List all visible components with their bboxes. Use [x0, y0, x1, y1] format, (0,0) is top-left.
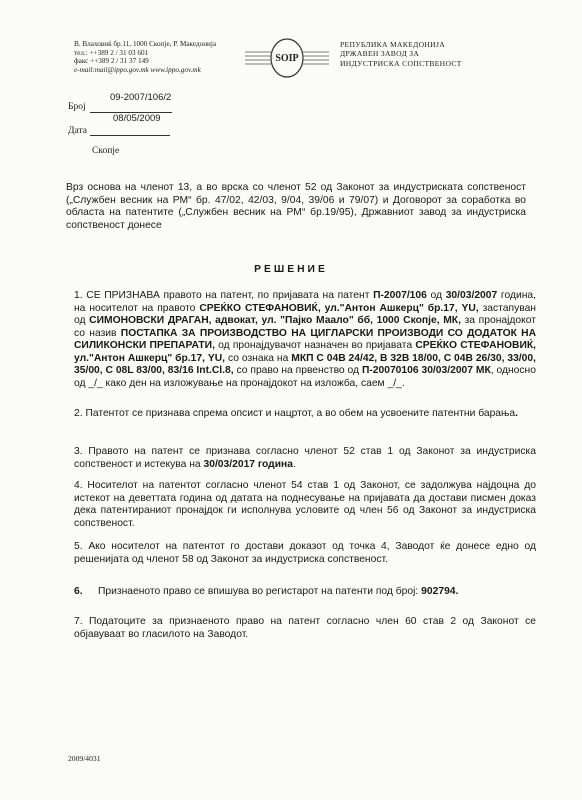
invention-title: ПОСТАПКА ЗА ПРОИЗВОДСТВО НА ЦИГЛАРСКИ ПРОИЗВОДИ СО ДОДАТОК НА СИЛИКОНСКИ ПРЕПАРАТИ, — [74, 327, 537, 351]
representative: СИМОНОВСКИ ДРАГАН, адвокат, ул. "Пајко Маало" бб, 1000 Скопје, МК, — [89, 315, 461, 326]
inventor: СРЕЌКО СТЕФАНОВИЌ, ул."Антон Ашкерц" бр.17, YU, — [74, 340, 536, 364]
decision-item-3 — [74, 446, 536, 471]
filing-date: 30/03/2007 — [445, 290, 498, 301]
item-text: застапуван од — [74, 302, 536, 326]
reference-date-label: Дата — [68, 126, 87, 136]
item-text: , односно од _/_ како ден на изложување на пронајдокот на изложба, саем _/_. — [74, 365, 536, 389]
phone-line: тел.: ++389 2 / 31 03 601 — [74, 48, 149, 57]
item-text: 1. СЕ ПРИЗНАВА правото на патент, по пријавата на патент — [74, 290, 374, 301]
city: Скопје — [92, 146, 120, 156]
item-number: 6. — [74, 586, 83, 597]
agency-line: ДРЖАВЕН ЗАВОД ЗА — [340, 49, 420, 59]
expiry-date: 30/03/2017 година — [203, 458, 293, 470]
item-text: 2. Патентот се признава спрема опсист и нацртот, а во обем на усвоените патентни барања — [74, 408, 516, 419]
decision-item-4: 4. Носителот на патентот согласно членот 54 став 1 од Законот, се задолжува најдоцна до истекот на деветтата година од датата на поднесување на пријавата да достави писмен доказ дека патентираниот пронајдок ги исполнува условите од член 56 од Законот за индустриска сопственост. — [74, 480, 536, 529]
item-text: со право на првенство од — [233, 365, 362, 376]
sender-address — [74, 40, 216, 74]
decision-item-6 — [74, 586, 536, 599]
item-text: со ознака на — [225, 352, 292, 364]
item-text: од — [426, 290, 446, 301]
reference-date-line — [90, 135, 170, 136]
address-line: В. Влаховиќ бр.11, 1000 Скопје, Р. Македонија — [74, 40, 217, 48]
item-text: 3. Правото на патент се признава согласно членот 52 став 1 од Законот за индустриска сопственост и истекува на — [74, 446, 536, 470]
item-text: за пронајдокот со назив — [74, 315, 536, 339]
decision-item-7: 7. Податоците за признаеното право на патент согласно член 60 став 2 од Законот се објавуваат во гласилото на Заводот. — [74, 616, 536, 640]
document-code: 2009/4031 — [68, 754, 101, 763]
decision-item-5: 5. Ако носителот на патентот го достави доказот од точка 4, Заводот ќе донесе едно од решенијата од членот 58 од Законот за индустриска сопственост. — [74, 541, 536, 565]
agency-name — [340, 40, 462, 68]
decision-heading: РЕШЕНИЕ — [254, 264, 328, 275]
item-text: . — [293, 458, 296, 470]
decision-item-2 — [74, 408, 536, 421]
fax-line: факс ++389 2 / 31 37 149 — [74, 57, 149, 66]
logo-text: SOIP — [275, 53, 299, 64]
item-text: Признаеното право се впишува во регистарот на патенти под број: — [98, 586, 422, 597]
reference-date: 08/05/2009 — [113, 113, 161, 124]
soip-logo — [243, 36, 331, 80]
classification: МКП C 04B 24/42, B 32B 18/00, C 04B 26/30, 33/00, 35/00, C 08L 83/00, 83/16 Int.Cl.8, — [74, 352, 536, 376]
priority: П-20070106 30/03/2007 МК — [361, 365, 491, 376]
reference-number: 09-2007/106/2 — [110, 92, 172, 103]
intro-paragraph: Врз основа на членот 13, а во врска со членот 52 од Законот за индустриската сопственост („Службен весник на РМ“ бр. 47/02, 42/03, 9/04, 39/06 и 79/07) и Договорот за соработка во областа на патентите („Службен весник на РМ“ бр.19/95), Државниот завод за индустриска сопственост донесе — [66, 182, 526, 231]
holder: СРЕЌКО СТЕФАНОВИЌ, ул."Антон Ашкерц" бр.17, YU, — [199, 302, 479, 314]
email-web-line: e-mail:mail@ippo.gov.mk www.ippo.gov.mk — [74, 65, 201, 74]
item-punct: . — [515, 408, 519, 419]
item-text: година, на носителот на правото — [74, 290, 536, 314]
decision-item-1 — [74, 290, 536, 390]
agency-line: ИНДУСТРИСКА СОПСТВЕНОСТ — [340, 58, 462, 68]
item-text: од пронајдувачот назначен во пријавата — [214, 340, 416, 351]
agency-line: РЕПУБЛИКА МАКЕДОНИЈА — [340, 40, 445, 49]
application-number: П-2007/106 — [373, 290, 427, 301]
reference-number-label: Број — [68, 102, 86, 112]
register-number: 902794. — [421, 586, 459, 597]
